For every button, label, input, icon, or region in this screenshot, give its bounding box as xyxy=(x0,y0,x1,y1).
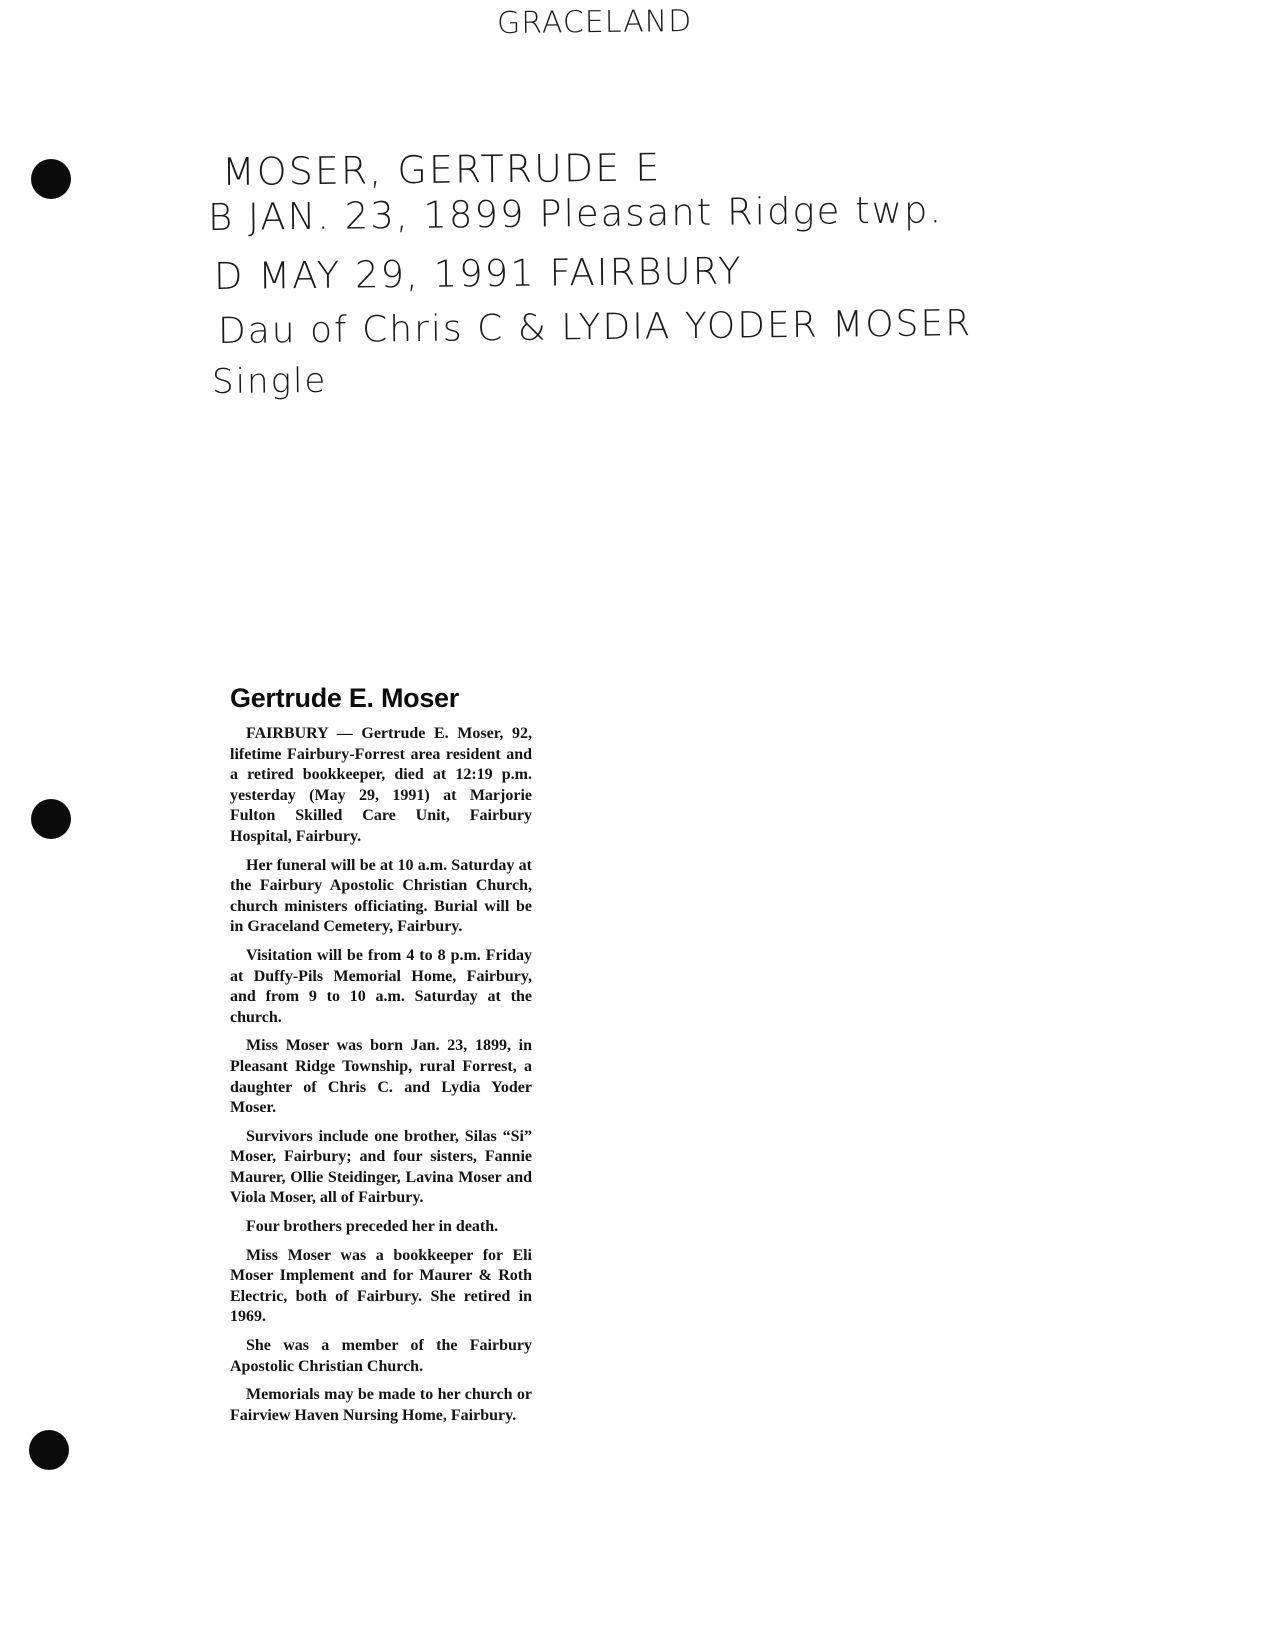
obituary-paragraph: Her funeral will be at 10 a.m. Saturday at the Fairbury Apostolic Christian Church, church ministers officiating. Burial will be in Graceland Cemetery, Fairbury. xyxy=(230,856,532,936)
obituary-paragraph: Miss Moser was a bookkeeper for Eli Moser Implement and for Maurer & Roth Electric, both of Fairbury. She retired in 1969. xyxy=(230,1246,532,1326)
punch-hole xyxy=(29,1430,69,1470)
newspaper-clipping xyxy=(230,682,532,1434)
obituary-paragraph: Four brothers preceded her in death. xyxy=(246,1218,499,1236)
handwritten-birth: B JAN. 23, 1899 Pleasant Ridge twp. xyxy=(207,188,944,239)
obituary-paragraph: She was a member of the Fairbury Apostolic Christian Church. xyxy=(230,1337,532,1375)
obituary-paragraph: Survivors include one brother, Silas “Si” Moser, Fairbury; and four sisters, Fannie Maurer, Ollie Steidinger, Lavina Moser and Viola Moser, all of Fairbury. xyxy=(230,1127,532,1207)
obituary-title: Gertrude E. Moser xyxy=(230,683,459,713)
obituary-paragraph: Visitation will be from 4 to 8 p.m. Friday at Duffy-Pils Memorial Home, Fairbury, and from 9 to 10 a.m. Saturday at the church. xyxy=(230,946,532,1026)
obituary-paragraph: Memorials may be made to her church or Fairview Haven Nursing Home, Fairbury. xyxy=(230,1386,532,1424)
obituary-paragraph: Miss Moser was born Jan. 23, 1899, in Pleasant Ridge Township, rural Forrest, a daughter of Chris C. and Lydia Yoder Moser. xyxy=(230,1037,532,1117)
obituary-paragraph: FAIRBURY — Gertrude E. Moser, 92, lifetime Fairbury-Forrest area resident and a retired bookkeeper, died at 12:19 p.m. yesterday (May 29, 1991) at Marjorie Fulton Skilled Care Unit, Fairbury Hospital, Fairbury. xyxy=(230,725,532,845)
handwritten-header: GRACELAND xyxy=(496,3,693,41)
handwritten-parents: Dau of Chris C & LYDIA YODER MOSER xyxy=(217,303,973,352)
handwritten-death: D MAY 29, 1991 FAIRBURY xyxy=(213,249,743,298)
handwritten-marital-status: Single xyxy=(211,360,328,402)
punch-hole xyxy=(31,159,71,199)
punch-hole xyxy=(31,799,71,839)
handwritten-name: MOSER, GERTRUDE E xyxy=(221,145,662,194)
